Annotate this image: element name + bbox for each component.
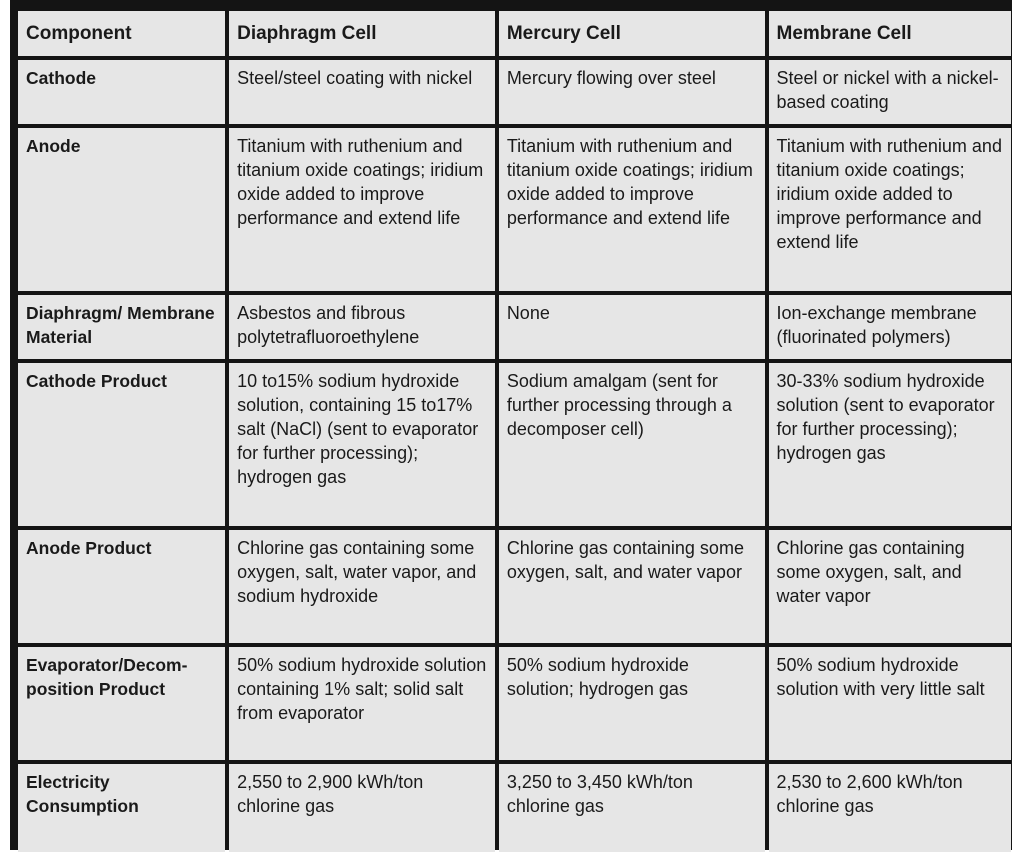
cell-comparison-table bbox=[14, 7, 1015, 856]
column-header-mercury-cell: Mercury Cell bbox=[499, 11, 765, 56]
column-header-component: Component bbox=[18, 11, 225, 56]
table-row bbox=[18, 363, 1011, 526]
row-label: Anode Product bbox=[18, 530, 225, 643]
mercury-cell-value: Mercury flowing over steel bbox=[499, 60, 765, 124]
table-row bbox=[18, 530, 1011, 643]
table-row bbox=[18, 647, 1011, 760]
mercury-cell-value: Sodium amalgam (sent for further processing through a decomposer cell) bbox=[499, 363, 765, 526]
membrane-cell-value: Ion-exchange membrane (fluorinated polymers) bbox=[769, 295, 1011, 359]
table-row bbox=[18, 60, 1011, 124]
row-label: Electricity Consumption bbox=[18, 764, 225, 852]
membrane-cell-value: 2,530 to 2,600 kWh/ton chlorine gas bbox=[769, 764, 1011, 852]
diaphragm-cell-value: Steel/steel coating with nickel bbox=[229, 60, 495, 124]
table-row bbox=[18, 128, 1011, 291]
membrane-cell-value: Titanium with ruthenium and titanium oxide coatings; iridium oxide added to improve performance and extend life bbox=[769, 128, 1011, 291]
diaphragm-cell-value: 50% sodium hydroxide solution containing 1% salt; solid salt from evaporator bbox=[229, 647, 495, 760]
diaphragm-cell-value: Chlorine gas containing some oxygen, salt, water vapor, and sodium hydroxide bbox=[229, 530, 495, 643]
column-header-membrane-cell: Membrane Cell bbox=[769, 11, 1011, 56]
diaphragm-cell-value: 10 to15% sodium hydroxide solution, containing 15 to17% salt (NaCl) (sent to evaporator for further processing); hydrogen gas bbox=[229, 363, 495, 526]
row-label: Diaphragm/ Membrane Material bbox=[18, 295, 225, 359]
membrane-cell-value: Steel or nickel with a nickel-based coating bbox=[769, 60, 1011, 124]
membrane-cell-value: 50% sodium hydroxide solution with very little salt bbox=[769, 647, 1011, 760]
row-label: Anode bbox=[18, 128, 225, 291]
mercury-cell-value: 3,250 to 3,450 kWh/ton chlorine gas bbox=[499, 764, 765, 852]
row-label: Cathode Product bbox=[18, 363, 225, 526]
membrane-cell-value: Chlorine gas containing some oxygen, salt, and water vapor bbox=[769, 530, 1011, 643]
column-header-diaphragm-cell: Diaphragm Cell bbox=[229, 11, 495, 56]
mercury-cell-value: None bbox=[499, 295, 765, 359]
header-row bbox=[18, 11, 1011, 56]
diaphragm-cell-value: 2,550 to 2,900 kWh/ton chlorine gas bbox=[229, 764, 495, 852]
diaphragm-cell-value: Asbestos and fibrous polytetrafluoroethylene bbox=[229, 295, 495, 359]
membrane-cell-value: 30-33% sodium hydroxide solution (sent to evaporator for further processing); hydrogen gas bbox=[769, 363, 1011, 526]
diaphragm-cell-value: Titanium with ruthenium and titanium oxide coatings; iridium oxide added to improve performance and extend life bbox=[229, 128, 495, 291]
mercury-cell-value: Titanium with ruthenium and titanium oxide coatings; iridium oxide added to improve performance and extend life bbox=[499, 128, 765, 291]
row-label: Evaporator/Decom- position Product bbox=[18, 647, 225, 760]
table-row bbox=[18, 295, 1011, 359]
table-row bbox=[18, 764, 1011, 852]
row-label: Cathode bbox=[18, 60, 225, 124]
mercury-cell-value: 50% sodium hydroxide solution; hydrogen gas bbox=[499, 647, 765, 760]
mercury-cell-value: Chlorine gas containing some oxygen, salt, and water vapor bbox=[499, 530, 765, 643]
